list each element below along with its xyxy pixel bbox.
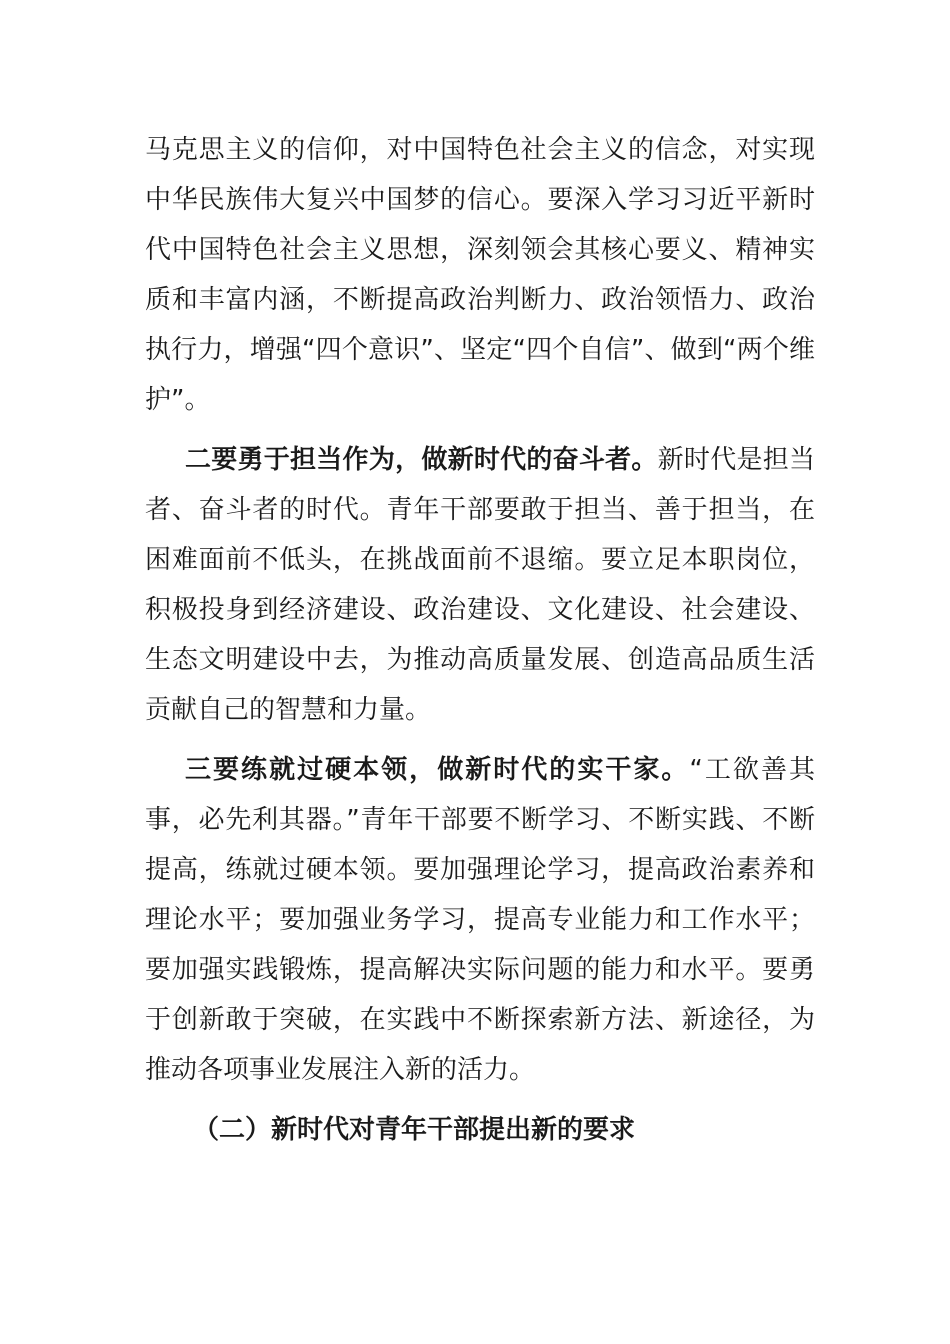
section-heading: （二）新时代对青年干部提出新的要求 [193,1115,636,1145]
paragraph-lead-heading: 三要练就过硬本领，做新时代的实干家。 [185,755,690,785]
paragraph-lead-heading: 二要勇于担当作为，做新时代的奋斗者。 [185,445,658,475]
paragraph-continuation [145,125,815,425]
paragraph-skills [145,745,815,1095]
paragraph-text: “工欲善其事，必先利其器。”青年干部要不断学习、不断实践、不断提高，练就过硬本领。要加强理论学习，提高政治素养和理论水平；要加强业务学习，提高专业能力和工作水平；要加强实践锻炼，提高解决实际问题的能力和水平。要勇于创新敢于突破，在实践中不断探索新方法、新途径，为推动各项事业发展注入新的活力。 [145,755,815,1085]
paragraph-text: 马克思主义的信仰，对中国特色社会主义的信念，对实现中华民族伟大复兴中国梦的信心。要深入学习习近平新时代中国特色社会主义思想，深刻领会其核心要义、精神实质和丰富内涵，不断提高政治判断力、政治领悟力、政治执行力，增强“四个意识”、坚定“四个自信”、做到“两个维护”。 [145,135,815,415]
paragraph-take-responsibility [145,435,815,735]
paragraph-text: 新时代是担当者、奋斗者的时代。青年干部要敢于担当、善于担当，在困难面前不低头，在挑战面前不退缩。要立足本职岗位，积极投身到经济建设、政治建设、文化建设、社会建设、生态文明建设中去，为推动高质量发展、创造高品质生活贡献自己的智慧和力量。 [145,445,815,725]
document-page [145,125,815,1155]
